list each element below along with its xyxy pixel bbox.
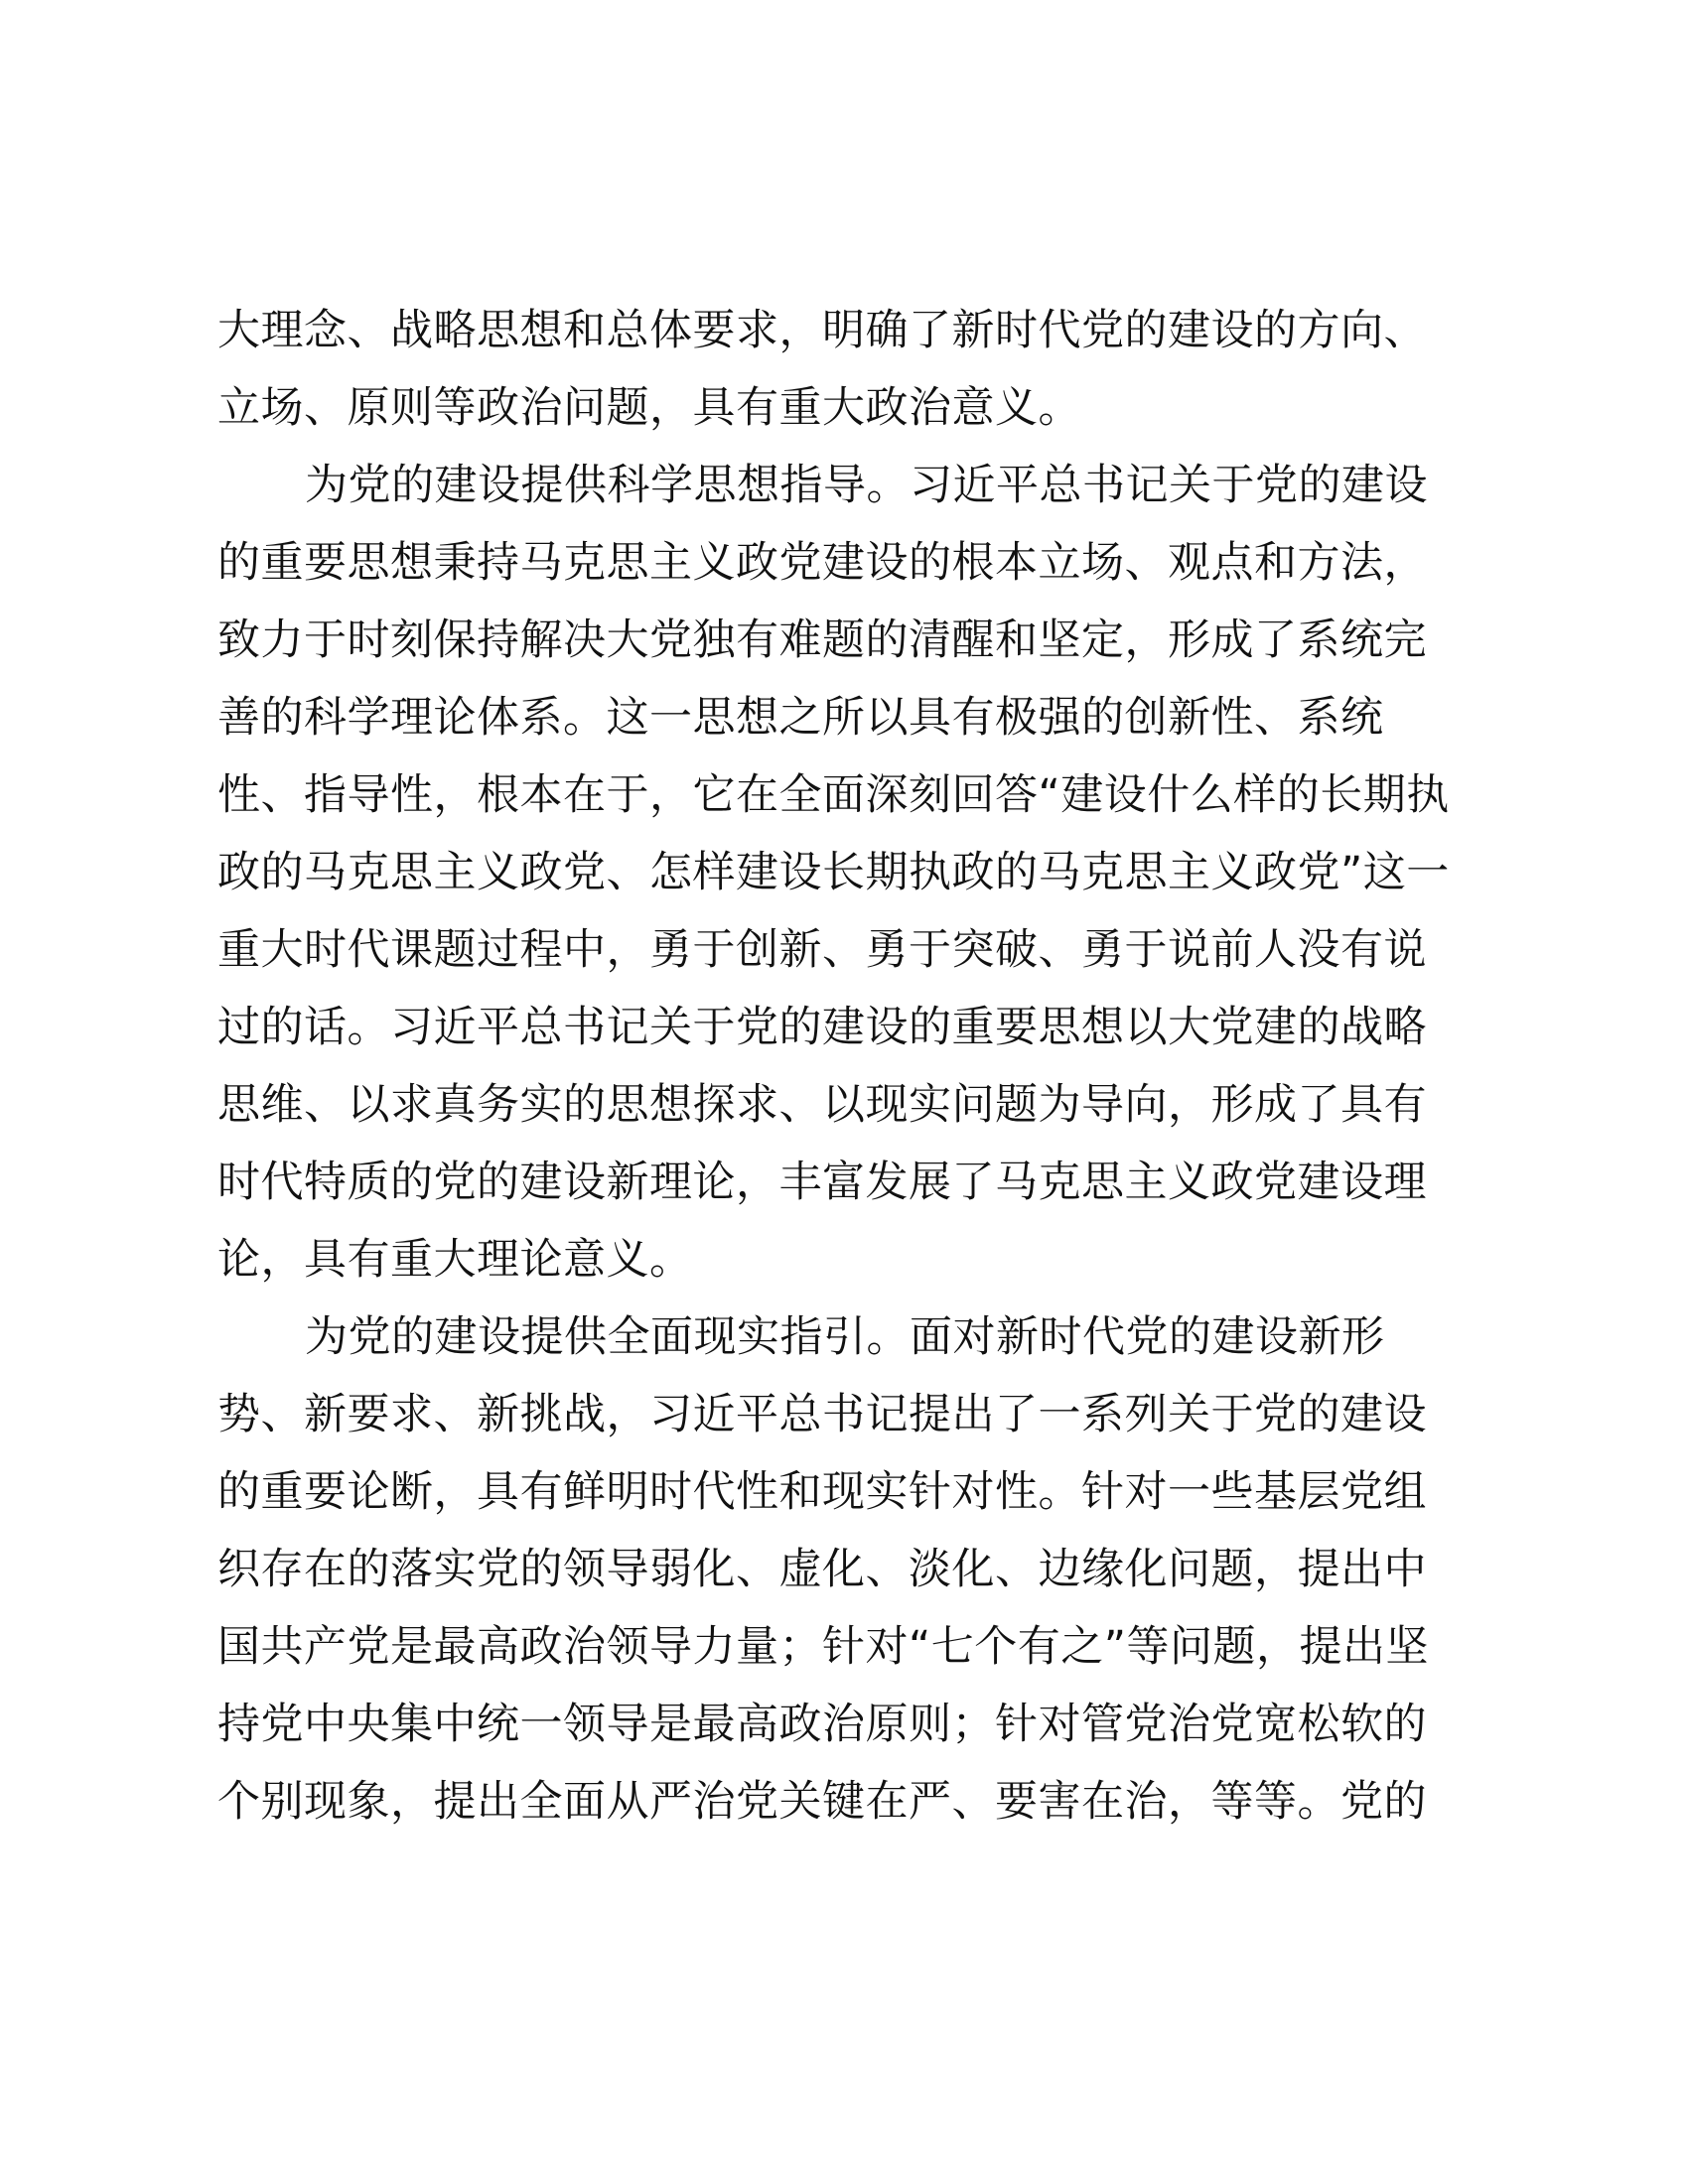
text-line: 国共产党是最高政治领导力量；针对“七个有之”等问题，提出坚 xyxy=(217,1622,1430,1672)
text-line: 善的科学理论体系。这一思想之所以具有极强的创新性、系统 xyxy=(217,693,1384,743)
paragraph-start-line: 为党的建设提供全面现实指引。面对新时代党的建设新形 xyxy=(305,1312,1385,1362)
text-line: 持党中央集中统一领导是最高政治原则；针对管党治党宽松软的 xyxy=(217,1700,1427,1749)
text-line: 性、指导性，根本在于，它在全面深刻回答“建设什么样的长期执 xyxy=(217,770,1450,820)
text-line: 致力于时刻保持解决大党独有难题的清醒和坚定，形成了系统完 xyxy=(217,615,1427,665)
text-line: 重大时代课题过程中，勇于创新、勇于突破、勇于说前人没有说 xyxy=(217,925,1427,975)
text-line: 势、新要求、新挑战，习近平总书记提出了一系列关于党的建设 xyxy=(217,1390,1427,1439)
document-body xyxy=(217,292,1469,1841)
text-line: 政的马克思主义政党、怎样建设长期执政的马克思主义政党”这一 xyxy=(217,848,1450,897)
text-line: 的重要论断，具有鲜明时代性和现实针对性。针对一些基层党组 xyxy=(217,1467,1427,1517)
text-line: 个别现象，提出全面从严治党关键在严、要害在治，等等。党的 xyxy=(217,1777,1427,1827)
text-line: 时代特质的党的建设新理论，丰富发展了马克思主义政党建设理 xyxy=(217,1158,1427,1207)
text-line: 立场、原则等政治问题，具有重大政治意义。 xyxy=(217,383,1081,433)
text-line: 思维、以求真务实的思想探求、以现实问题为导向，形成了具有 xyxy=(217,1080,1427,1130)
text-line: 的重要思想秉持马克思主义政党建设的根本立场、观点和方法， xyxy=(217,538,1427,588)
text-line: 大理念、战略思想和总体要求，明确了新时代党的建设的方向、 xyxy=(217,306,1427,355)
text-line: 过的话。习近平总书记关于党的建设的重要思想以大党建的战略 xyxy=(217,1003,1427,1052)
text-line: 论，具有重大理论意义。 xyxy=(217,1235,693,1285)
paragraph-start-line: 为党的建设提供科学思想指导。习近平总书记关于党的建设 xyxy=(305,461,1428,510)
text-line: 织存在的落实党的领导弱化、虚化、淡化、边缘化问题，提出中 xyxy=(217,1545,1427,1594)
